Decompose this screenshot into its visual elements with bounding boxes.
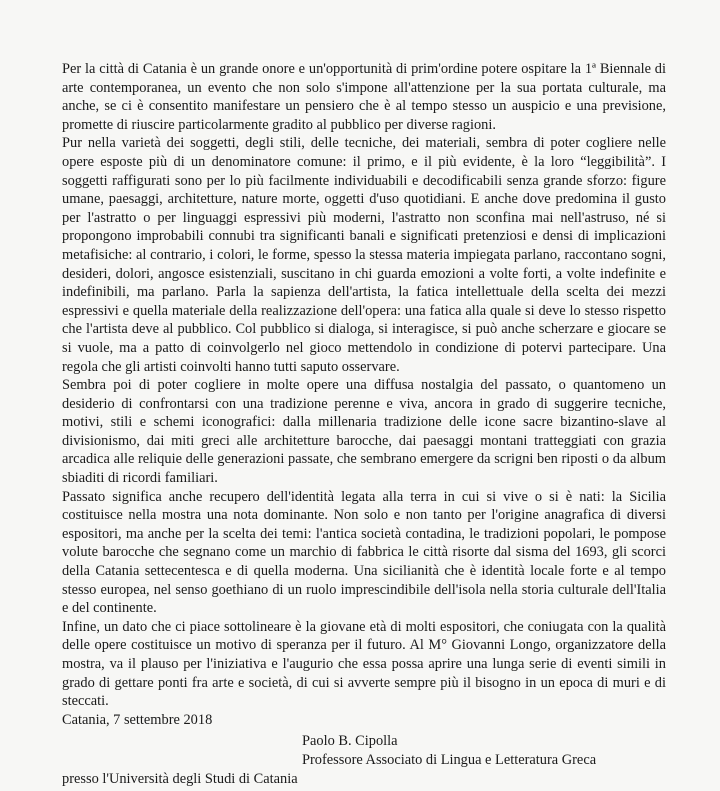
signature-title: Professore Associato di Lingua e Letteratura Greca	[302, 751, 597, 768]
paragraph-nostalgia: Sembra poi di poter cogliere in molte opere una diffusa nostalgia del passato, o quantomeno un desiderio di confrontarsi con una tradizione perenne e viva, ancora in grado di suggerire tecniche, motivi, stili e schemi iconografici: dalla millenaria tradizione delle icone sacre bizantino-slave al divisionismo, dai miti greci alle architetture barocche, dai paesaggi montani tratteggiati con grazia arcadica alle reliquie delle generazioni passate, che sembrano emergere da scrigni ben riposti o da album sbiaditi di ricordi familiari.	[62, 377, 666, 487]
paragraph-conclusion: Infine, un dato che ci piace sottolineare è la giovane età di molti espositori, che coniugata con la qualità delle opere costituisce un motivo di speranza per il futuro. Al M° Giovanni Longo, organizzatore della mostra, va il plauso per l'iniziativa e l'augurio che essa possa aprire una lunga serie di eventi simili in grado di gettare ponti fra arte e società, di cui si avverte sempre più il bisogno in un epoca di muri e di steccati.	[62, 618, 666, 710]
paragraph-sicily: Passato significa anche recupero dell'identità legata alla terra in cui si vive o si è nati: la Sicilia costituisce nella mostra una nota dominante. Non solo e non tanto per l'origine anagrafica di diversi espositori, ma anche per la scelta dei temi: l'antica società contadina, le tradizioni popolari, le pompose volute barocche che segnano come un marchio di fabbrica le città risorte dal sisma del 1693, gli scorci della Catania settecentesca e di quella moderna. Una sicilianità che è identità locale forte e al tempo stesso europea, nel senso goethiano di un ruolo imprescindibile dell'isola nella storia culturale dell'Italia e del continente.	[62, 488, 666, 617]
signature-block	[302, 732, 666, 769]
date-line: Catania, 7 settembre 2018	[62, 711, 213, 728]
document-page	[62, 60, 666, 788]
signature-name: Paolo B. Cipolla	[302, 733, 398, 750]
paragraph-intro: Per la città di Catania è un grande onore e un'opportunità di prim'ordine potere ospitare la 1ª Biennale di arte contemporanea, un evento che non solo s'impone all'attenzione per la sua portata culturale, ma anche, se ci è consentito manifestare un pensiero che è al tempo stesso un auspicio e una previsione, promette di riuscire particolarmente gradito al pubblico per diverse ragioni.	[62, 61, 666, 133]
paragraph-readability: Pur nella varietà dei soggetti, degli stili, delle tecniche, dei materiali, sembra di poter cogliere nelle opere esposte più di un denominatore comune: il primo, e il più evidente, è la loro “leggibilità”. I soggetti raffigurati sono per lo più facilmente individuabili e decodificabili senza grande sforzo: figure umane, paesaggi, architetture, nature morte, oggetti d'uso quotidiani. E anche dove predomina il gusto per l'astratto o per linguaggi espressivi più moderni, l'astratto non sconfina mai nell'astruso, né si propongono improbabili connubi tra significanti banali e significati pretenziosi e densi di implicazioni metafisiche: al contrario, i colori, le forme, spesso la stessa materia impiegata parlano, raccontano sogni, desideri, dolori, angosce esistenziali, suscitano in chi guarda emozioni a volte forti, a volte indefinite e indefinibili, ma parlano. Parla la sapienza dell'artista, la fatica intellettuale della scelta dei mezzi espressivi e quella materiale della realizzazione dell'opera: una fatica alla quale si deve lo stesso rispetto che l'artista deve al pubblico. Col pubblico si dialoga, si interagisce, si può anche scherzare e giocare se si vuole, ma a patto di coinvolgerlo nel gioco mettendolo in condizione di potervi partecipare. Una regola che gli artisti coinvolti hanno tutti saputo osservare.	[62, 135, 666, 375]
signature-affiliation: presso l'Università degli Studi di Catania	[62, 770, 298, 787]
